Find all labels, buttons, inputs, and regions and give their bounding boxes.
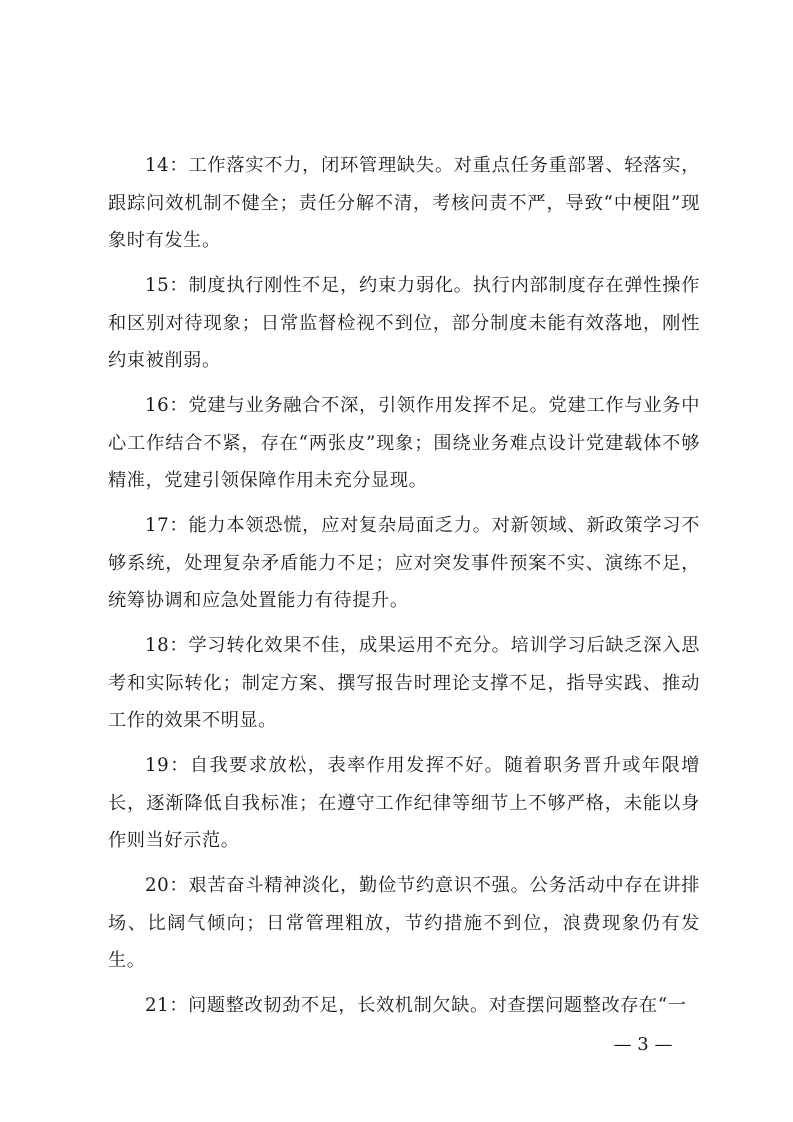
paragraph-18: 18：学习转化效果不佳，成果运用不充分。培训学习后缺乏深入思考和实际转化；制定方案、撰写报告时理论支撑不足，指导实践、推动工作的效果不明显。 xyxy=(108,635,700,731)
paragraph-21: 21：问题整改韧劲不足，长效机制欠缺。对查摆问题整改存在“一 xyxy=(145,995,687,1016)
page-number: — 3 — xyxy=(613,1034,673,1055)
paragraph-14: 14：工作落实不力，闭环管理缺失。对重点任务重部署、轻落实，跟踪问效机制不健全；责任分解不清，考核问责不严，导致“中梗阻”现象时有发生。 xyxy=(108,155,700,251)
paragraph-17: 17：能力本领恐慌，应对复杂局面乏力。对新领域、新政策学习不够系统，处理复杂矛盾能力不足；应对突发事件预案不实、演练不足，统筹协调和应急处置能力有待提升。 xyxy=(108,515,700,611)
paragraph-15: 15：制度执行刚性不足，约束力弱化。执行内部制度存在弹性操作和区别对待现象；日常监督检视不到位，部分制度未能有效落地，刚性约束被削弱。 xyxy=(108,275,700,371)
paragraph-19: 19：自我要求放松，表率作用发挥不好。随着职务晋升或年限增长，逐渐降低自我标准；在遵守工作纪律等细节上不够严格，未能以身作则当好示范。 xyxy=(108,755,700,851)
paragraph-16: 16：党建与业务融合不深，引领作用发挥不足。党建工作与业务中心工作结合不紧，存在“两张皮”现象；围绕业务难点设计党建载体不够精准，党建引领保障作用未充分显现。 xyxy=(108,395,700,491)
document-body xyxy=(108,147,700,1032)
paragraph-20: 20：艰苦奋斗精神淡化，勤俭节约意识不强。公务活动中存在讲排场、比阔气倾向；日常管理粗放，节约措施不到位，浪费现象仍有发生。 xyxy=(108,875,700,971)
